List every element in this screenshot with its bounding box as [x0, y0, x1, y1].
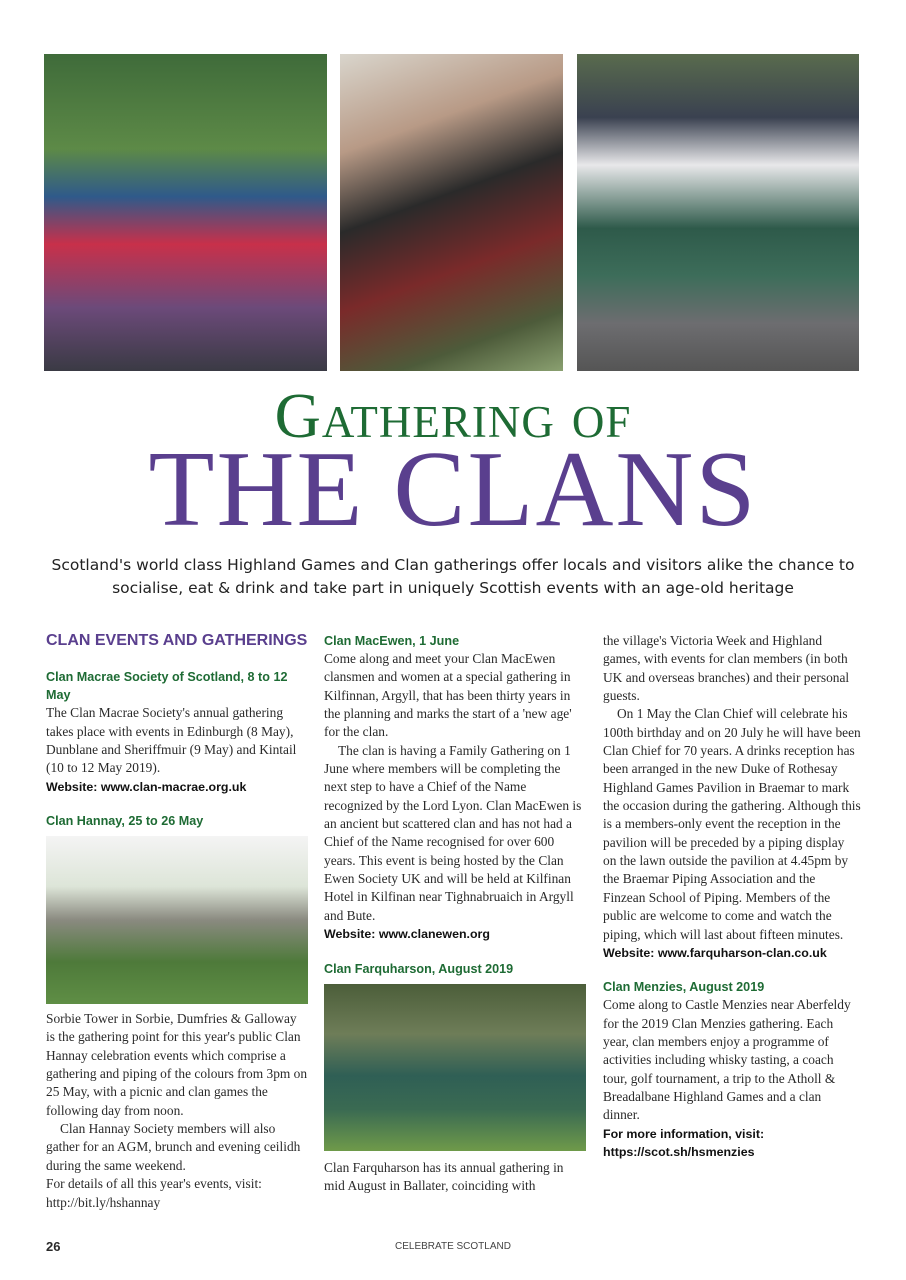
publication-name: CELEBRATE SCOTLAND — [395, 1241, 511, 1252]
clan-farquharson-photo — [324, 984, 586, 1151]
event-website: Website: www.clan-macrae.org.uk — [46, 779, 247, 794]
sorbie-tower-photo — [46, 836, 308, 1004]
column-3 — [603, 632, 861, 1161]
column-1 — [46, 628, 308, 1212]
event-text-continuation: the village's Victoria Week and Highland games, with events for clan members (in both UK and overseas branches) and their personal guests. — [603, 633, 850, 704]
column-2 — [324, 632, 586, 1195]
pipe-band-photo — [577, 54, 859, 371]
event-website: For more information, visit: https://scot.sh/hsmenzies — [603, 1126, 765, 1159]
event-text: Sorbie Tower in Sorbie, Dumfries & Galloway is the gathering point for this year's public Clan Hannay celebration events which comprise a gathering and piping of the colours from 3pm on 25 May, with a picnic and clan games the following day from noon. — [46, 1011, 308, 1118]
event-text: Come along and meet your Clan MacEwen clansmen and women at a special gathering in Kilfinnan, Argyll, that has been thirty years in the planning and marks the start of a 'new age' for the clan. — [324, 651, 572, 740]
event-text: Clan Hannay Society members will also gather for an AGM, brunch and evening ceilidh during the same weekend. — [46, 1121, 301, 1173]
heavy-athlete-photo — [340, 54, 563, 371]
event-text: For details of all this year's events, visit: http://bit.ly/hshannay — [46, 1176, 262, 1210]
title-line-1: Gathering of — [274, 380, 632, 451]
event-heading: Clan Macrae Society of Scotland, 8 to 12 May — [46, 670, 288, 703]
event-website: Website: www.farquharson-clan.co.uk — [603, 945, 827, 960]
event-text: The clan is having a Family Gathering on 1 June where members will be completing the next step to have a Chief of the Name recognized by the Lord Lyon. Clan MacEwen is an ancient but scattered clan and has not had a Chief of the Name recognised for over 600 years. This event is being hosted by the Clan Ewen Society UK and will be held at Kilfinan Hotel in Kilfinan near Tighnabruaich in Argyll and Bute. — [324, 742, 582, 923]
page-number: 26 — [46, 1239, 61, 1254]
highland-dancers-photo — [44, 54, 327, 371]
event-heading: Clan Menzies, August 2019 — [603, 980, 765, 995]
subtitle: Scotland's world class Highland Games and Clan gatherings offer locals and visitors alike the chance to socialise, eat & drink and take part in uniquely Scottish events with an age-old heritage — [51, 556, 855, 597]
event-heading: Clan MacEwen, 1 June — [324, 634, 460, 648]
event-heading: Clan Hannay, 25 to 26 May — [46, 814, 204, 829]
event-website: Website: www.clanewen.org — [324, 927, 490, 942]
event-text: The Clan Macrae Society's annual gathering takes place with events in Edinburgh (8 May), Dunblane and Sheriffmuir (9 May) and Kintail (10 to 12 May 2019). — [46, 705, 297, 776]
event-text: Come along to Castle Menzies near Aberfeldy for the 2019 Clan Menzies gathering. Each year, clan members enjoy a programme of activities including whisky tasting, a coach tour, golf tournament, a trip to the Atholl & Breadalbane Highland Games and a clan dinner. — [603, 997, 851, 1123]
event-heading: Clan Farquharson, August 2019 — [324, 961, 514, 976]
section-heading: CLAN EVENTS AND GATHERINGS — [46, 632, 308, 649]
event-text: Clan Farquharson has its annual gathering in mid August in Ballater, coinciding with — [324, 1159, 564, 1193]
event-text: On 1 May the Clan Chief will celebrate his 100th birthday and on 20 July he will have been Clan Chief for 70 years. A drinks reception has been arranged in the new Duke of Rothesay Highland Games Pavilion in Braemar to mark the occasion during the gathering. Although this is a members-only event the reception in the pavilion will be preceded by a piping display on the lawn outside the pavilion at 4.45pm by the Braemar Piping Association and the Finzean School of Piping. Members of the public are welcome to come and watch the piping, which will last about fifteen minutes. — [603, 706, 861, 942]
title-line-2: THE CLANS — [148, 430, 758, 549]
